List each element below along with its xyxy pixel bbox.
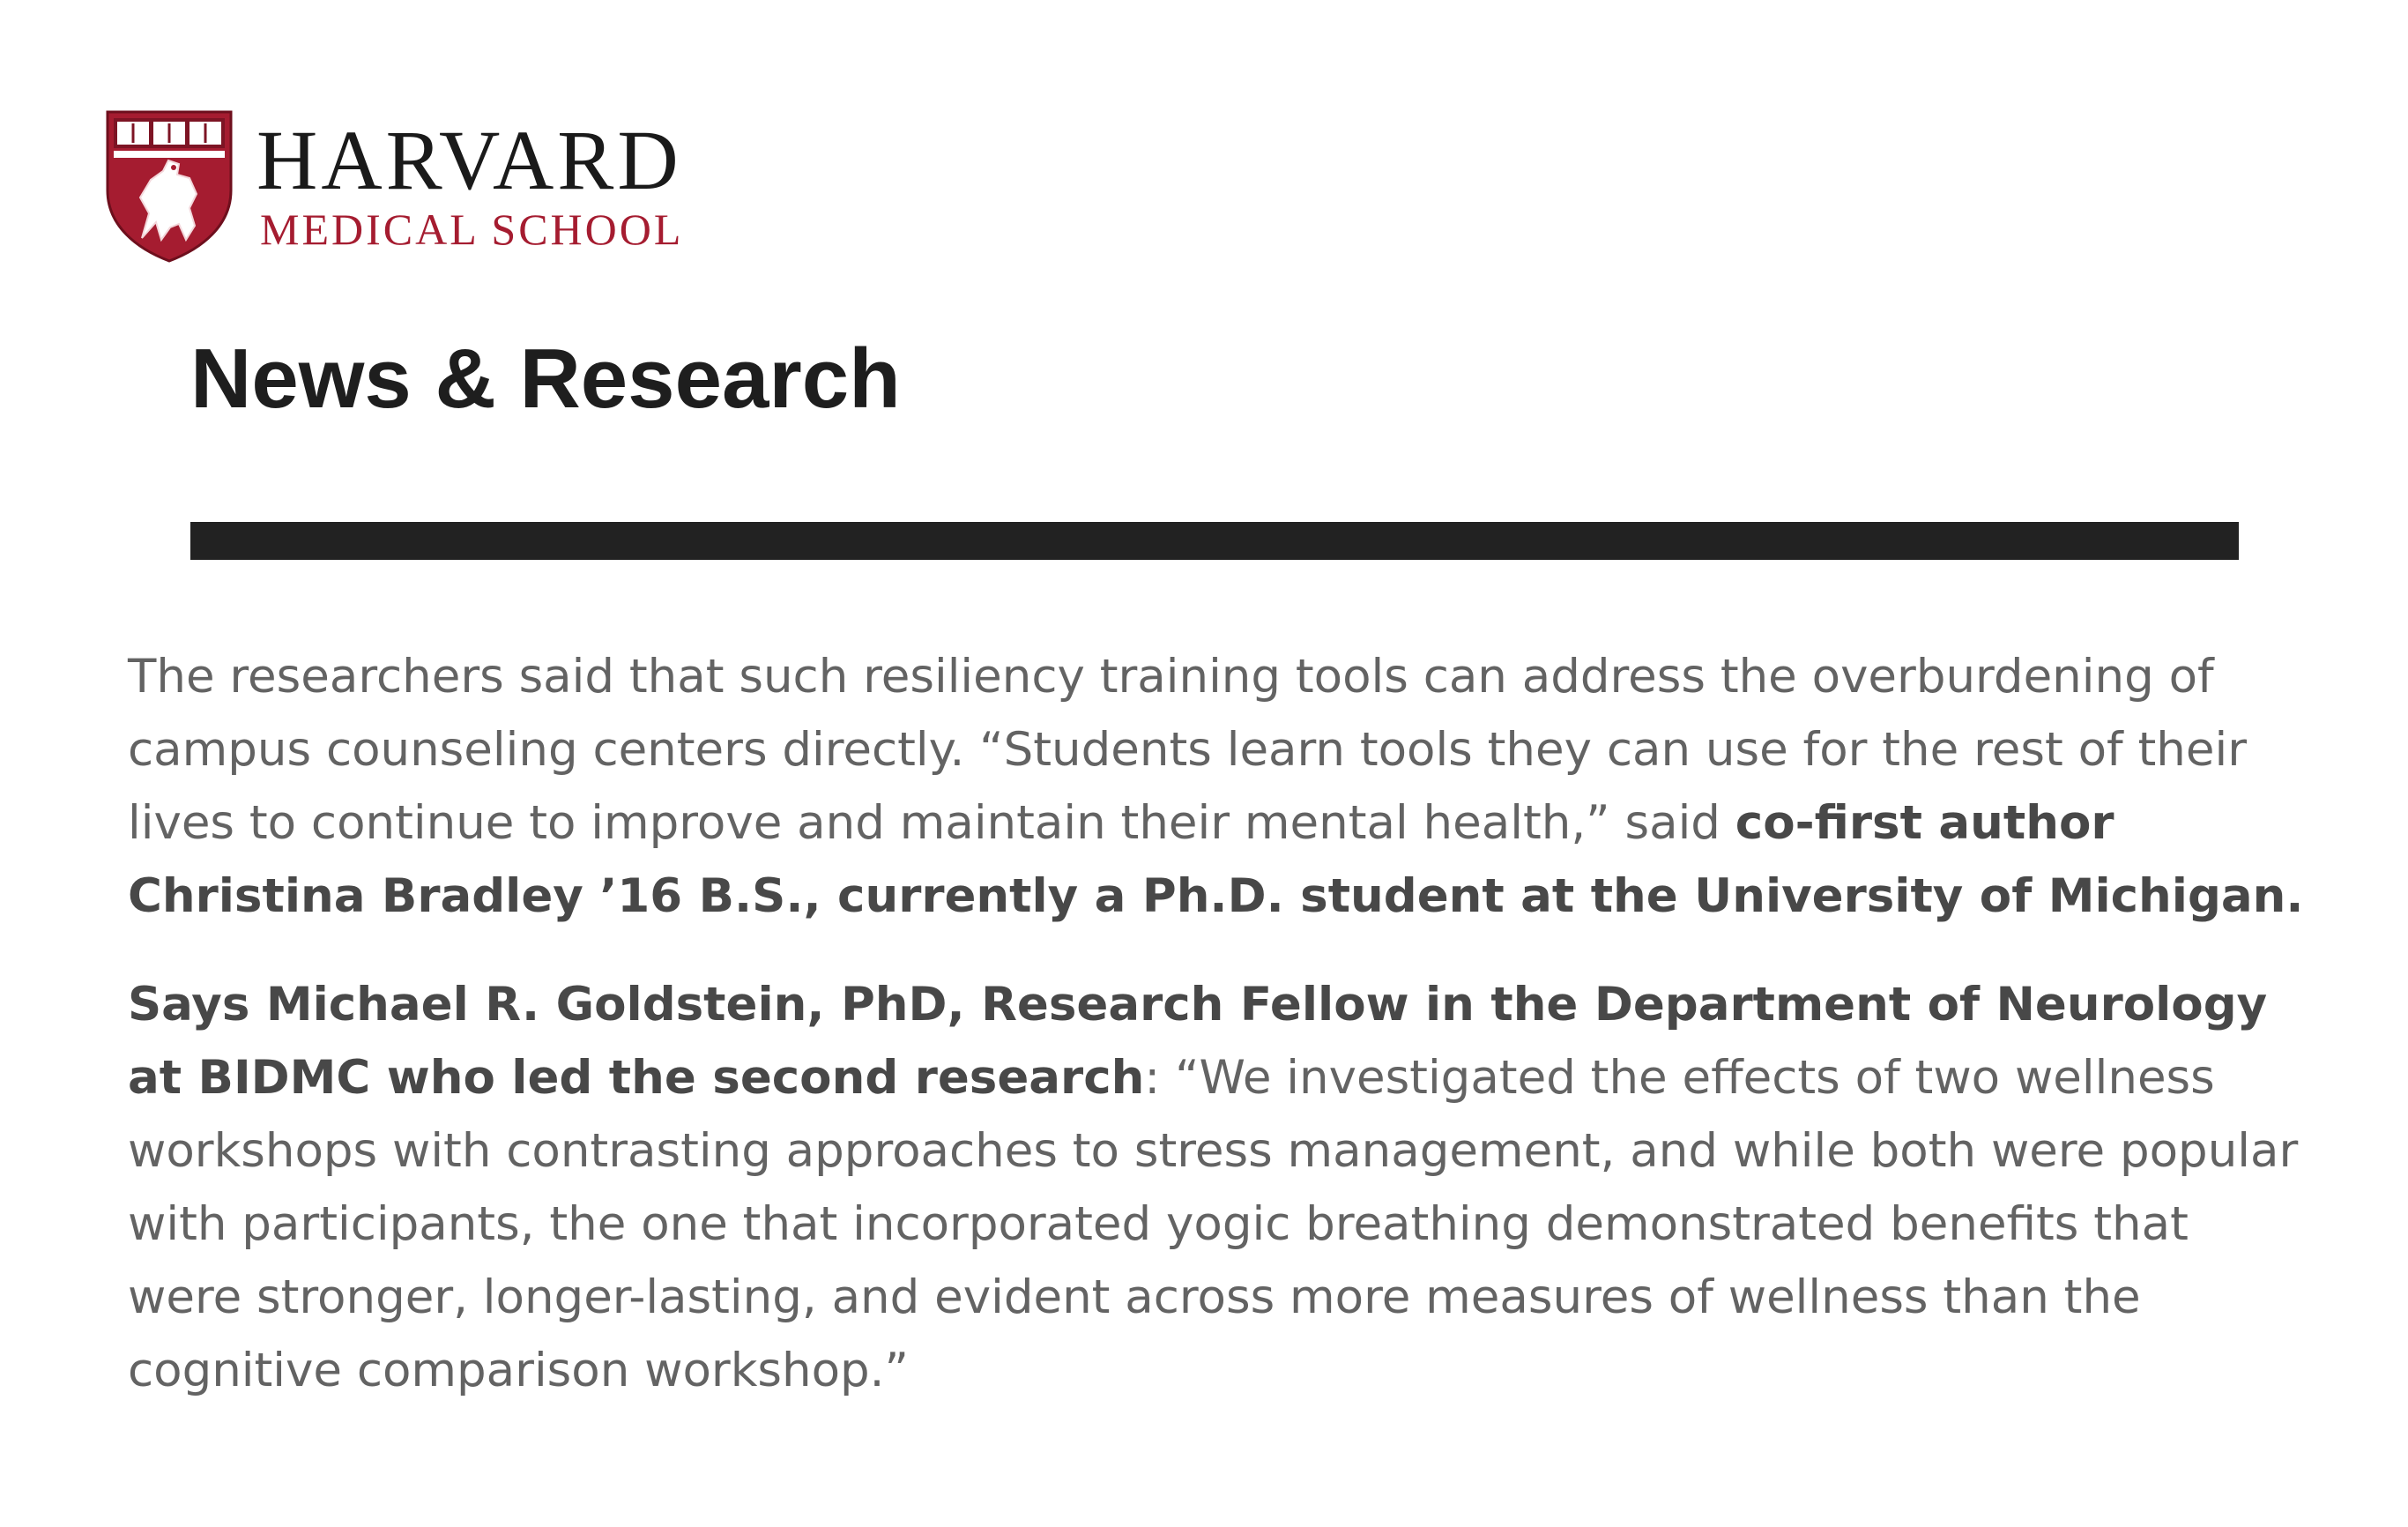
paragraph-1-bold: co-first author Christina Bradley ’16 B.S., currently a Ph.D. student at the University of Michigan.	[128, 796, 2304, 923]
harvard-shield-icon	[105, 109, 234, 264]
title-divider	[190, 522, 2239, 560]
brand-subname: MEDICAL SCHOOL	[260, 205, 684, 254]
brand-name: HARVARD	[256, 113, 682, 207]
paragraph-2-bold: Says Michael R. Goldstein, PhD, Research Fellow in the Department of Neurology at BIDMC who led the second research	[128, 978, 2268, 1105]
paragraph-1-text: The researchers said that such resiliency training tools can address the overburdening of campus counseling centers directly. “Students learn tools they can use for the rest of their lives to continue to improve and maintain their mental health,” said	[128, 650, 2247, 850]
harvard-medical-school-logo[interactable]	[105, 109, 722, 264]
article-paragraph-2	[128, 968, 2305, 1407]
paragraph-2-text: : “We investigated the effects of two wellness workshops with contrasting approaches to stress management, and while both were popular with participants, the one that incorporated yogic breathing demonstrated benefits that were stronger, longer-lasting, and evident across more measures of wellness than the cognitive comparison workshop.”	[128, 1051, 2299, 1397]
article-paragraph-1	[128, 640, 2305, 933]
page-title: News & Research	[190, 331, 901, 426]
article-body	[128, 640, 2305, 1407]
